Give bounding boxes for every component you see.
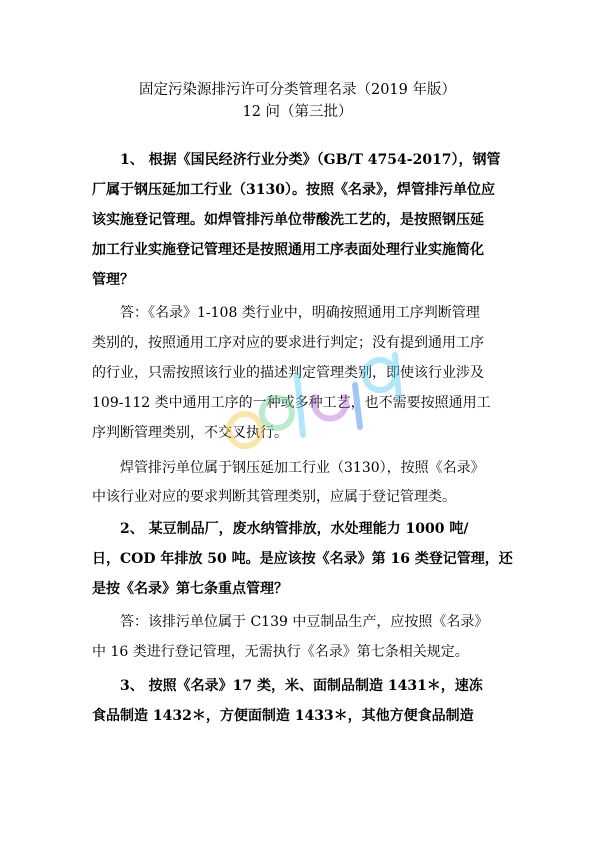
question-1-line: 管理？ [92,272,134,288]
question-1-line: 加工行业实施登记管理还是按照通用工序表面处理行业实施简化 [92,242,484,258]
document-subtitle: 12 问（第三批） [242,104,353,120]
question-1-line: 1、 根据《国民经济行业分类》（GB/T 4754-2017），钢管 [120,152,501,168]
answer-1-line: 序判断管理类别，不交叉执行。 [92,425,288,441]
question-3-line: 食品制造 1432＊，方便面制造 1433＊，其他方便食品制造 [92,708,474,724]
question-1-line: 该实施登记管理。如焊管排污单位带酸洗工艺的，是按照钢压延 [92,212,484,228]
answer-1-line: 焊管排污单位属于钢压延加工行业（3130），按照《名录》 [120,460,485,476]
document-title: 固定污染源排污许可分类管理名录（2019 年版） [138,82,456,98]
question-2-line: 2、 某豆制品厂，废水纳管排放，水处理能力 1000 吨/ [120,521,469,537]
question-3-line: 3、 按照《名录》17 类，米、面制品制造 1431＊，速冻 [120,678,483,694]
question-1-line: 厂属于钢压延加工行业（3130）。按照《名录》，焊管排污单位应 [92,182,495,198]
answer-2-line: 中 16 类进行登记管理，无需执行《名录》第七条相关规定。 [92,644,469,660]
answer-1-line: 中该行业对应的要求判断其管理类别，应属于登记管理类。 [92,489,456,505]
answer-1-line: 109-112 类中通用工序的一种或多种工艺，也不需要按照通用工 [92,395,491,411]
question-2-line: 日，COD 年排放 50 吨。是应该按《名录》第 16 类登记管理，还 [92,551,513,567]
answer-1-line: 答：《名录》1-108 类行业中，明确按照通用工序判断管理 [120,305,480,321]
answer-1-line: 类别的，按照通用工序对应的要求进行判定；没有提到通用工序 [92,335,484,351]
answer-1-line: 的行业，只需按照该行业的描述判定管理类别，即使该行业涉及 [92,365,484,381]
question-2-line: 是按《名录》第七条重点管理？ [92,581,288,597]
answer-2-line: 答：该排污单位属于 C139 中豆制品生产，应按照《名录》 [120,614,489,630]
